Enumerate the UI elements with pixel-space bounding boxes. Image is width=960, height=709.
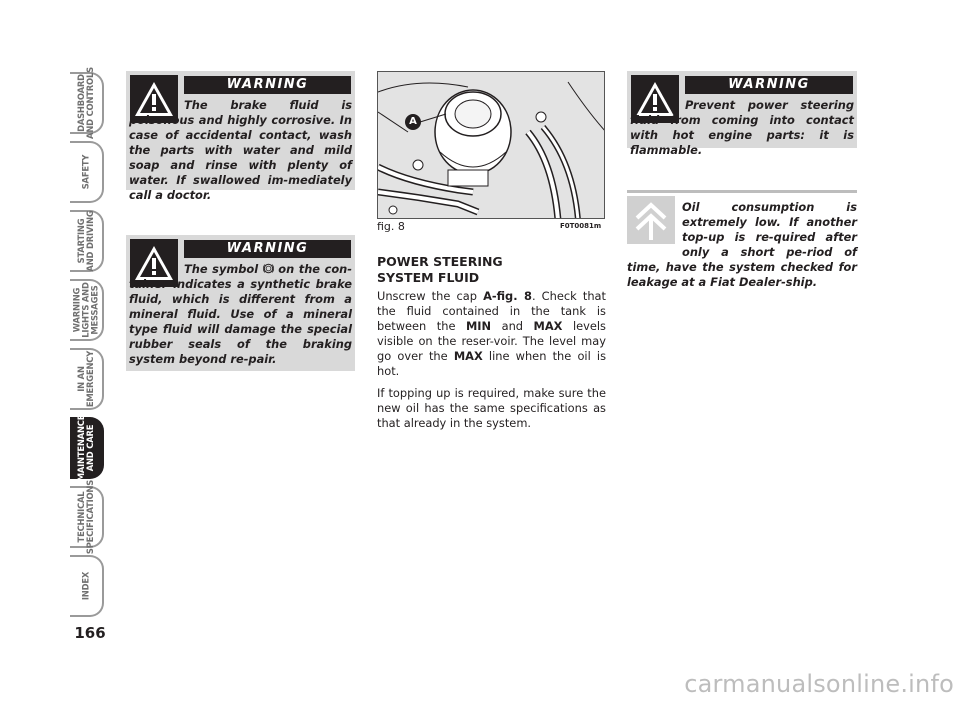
note-icon-spacer xyxy=(627,200,682,260)
warning-text-part: The symbol xyxy=(184,262,259,276)
tab-label: WARNING xyxy=(71,287,82,333)
warning-header: WARNING xyxy=(184,240,351,258)
warning-text-part: on the con-tainer indicates a synthetic brake fluid, which is different from a mineral fluid. Use of a mineral type fluid will damage the special rubber seals of the braking system beyond re-pair. xyxy=(129,262,352,366)
tab-label: AND DRIVING xyxy=(85,210,95,272)
tab-label: IN AN xyxy=(76,366,86,392)
tab-maintenance-and-care[interactable] xyxy=(70,414,104,482)
section-heading-line: SYSTEM FLUID xyxy=(377,270,480,285)
tab-label: LIGHTS AND xyxy=(80,282,91,338)
text-run: and xyxy=(491,319,534,333)
reservoir-illustration xyxy=(378,72,605,219)
tab-label: DASHBOARD xyxy=(76,74,86,132)
tab-label: AND CONTROLS xyxy=(85,67,95,139)
callout-a: A xyxy=(405,114,421,130)
max-label: MAX xyxy=(533,319,563,333)
text-run: levels visible on the reser-voir. The level may go over the xyxy=(377,319,606,363)
min-label: MIN xyxy=(465,319,492,333)
tab-in-an-emergency[interactable] xyxy=(70,348,104,410)
tab-label: EMERGENCY xyxy=(85,350,95,408)
warning-box-brake-fluid-symbol xyxy=(126,235,355,371)
tab-label: SPECIFICATIONS xyxy=(85,479,95,555)
figure-reference: A-fig. 8 xyxy=(483,289,532,303)
tab-label: MAINTENANCE xyxy=(76,414,86,482)
section-heading xyxy=(377,254,607,286)
text-run: line when the oil is hot. xyxy=(377,349,607,378)
tab-dashboard-and-controls[interactable] xyxy=(70,67,104,139)
warning-box-power-steering xyxy=(627,71,857,157)
tab-index[interactable] xyxy=(70,555,104,617)
tab-label: TECHNICAL xyxy=(76,491,86,543)
figure-power-steering-reservoir xyxy=(377,71,605,219)
tab-starting-and-driving[interactable] xyxy=(70,210,104,272)
page-number: 166 xyxy=(74,624,106,642)
text-run: . Check that the fluid contained in the tank is between the xyxy=(377,289,606,333)
note-text xyxy=(627,200,857,290)
warning-text: Prevent power steering fluid from coming into contact with hot engine parts: it is flammable. xyxy=(630,98,854,157)
brake-fluid-symbol-icon xyxy=(263,263,274,274)
warning-header: WARNING xyxy=(184,76,351,94)
watermark: carmanualsonline.info xyxy=(684,670,954,698)
tab-warning-lights-and-messages[interactable] xyxy=(70,279,104,341)
tab-safety[interactable] xyxy=(70,141,104,203)
tab-label: AND CARE xyxy=(85,424,95,472)
tab-label: INDEX xyxy=(80,571,91,601)
tab-label: MESSAGES xyxy=(89,285,100,335)
figure-caption: fig. 8 xyxy=(377,220,405,233)
warning-text xyxy=(129,262,352,367)
tab-label: STARTING xyxy=(76,218,86,264)
warning-box-brake-fluid-poisonous xyxy=(126,71,355,202)
tab-label: SAFETY xyxy=(80,154,91,190)
warning-text: The brake fluid is poisonous and highly corrosive. In case of accidental contact, wash the parts with water and mild soap and rinse with plenty of water. If swallowed im-mediately call a doctor. xyxy=(129,98,352,202)
note-divider xyxy=(627,190,857,193)
tab-technical-specifications[interactable] xyxy=(70,479,104,555)
section-heading-line: POWER STEERING xyxy=(377,254,503,269)
paragraph-1 xyxy=(377,289,606,379)
note-text-content: Oil consumption is extremely low. If another top-up is re-quired after only a short pe-riod of time, have the system checked for leakage at a Fiat Dealer-ship. xyxy=(627,200,857,289)
text-run: Unscrew the cap xyxy=(377,289,484,303)
section-body xyxy=(377,289,606,438)
max-label: MAX xyxy=(453,349,483,363)
paragraph-2: If topping up is required, make sure the new oil has the same specifications as that already in the system. xyxy=(377,386,606,430)
warning-header: WARNING xyxy=(685,76,853,94)
figure-code: F0T0081m xyxy=(560,222,602,230)
